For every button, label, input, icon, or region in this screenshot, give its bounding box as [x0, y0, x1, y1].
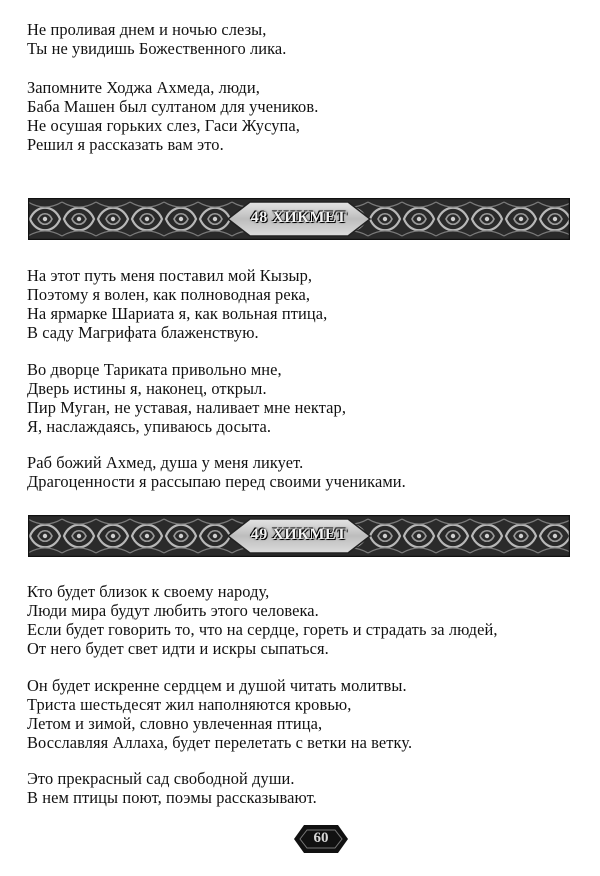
poem-line: Восславляя Аллаха, будет перелетать с ветки на ветку. — [27, 733, 413, 752]
poem-line: Летом и зимой, словно увлеченная птица, — [27, 714, 323, 733]
poem-line: Люди мира будут любить этого человека. — [27, 601, 319, 620]
heading-banner-48 — [28, 198, 570, 240]
poem-line: Он будет искренне сердцем и душой читать молитвы. — [27, 676, 407, 695]
heading-48: 48 ХИКМЕТ — [250, 209, 348, 226]
heading-49: 49 ХИКМЕТ — [250, 526, 348, 543]
poem-line: Драгоценности я рассыпаю перед своими учениками. — [27, 472, 406, 491]
heading-banner-49 — [28, 515, 570, 557]
poem-line: Запомните Ходжа Ахмеда, люди, — [27, 78, 260, 97]
stanza-4 — [27, 360, 346, 436]
page-number-badge — [290, 822, 352, 856]
poem-line: Пир Муган, не уставая, наливает мне нектар, — [27, 398, 347, 417]
poem-line: Не проливая днем и ночью слезы, — [27, 20, 267, 39]
poem-line: Баба Машен был султаном для учеников. — [27, 97, 319, 116]
page-number: 60 — [313, 830, 329, 846]
poem-line: Я, наслаждаясь, упиваюсь досыта. — [27, 417, 272, 436]
stanza-7 — [27, 676, 412, 752]
poem-line: В нем птицы поют, поэмы рассказывают. — [27, 788, 317, 807]
poem-line: На ярмарке Шариата я, как вольная птица, — [27, 304, 328, 323]
poem-line: В саду Магрифата блаженствую. — [27, 323, 259, 342]
stanza-1 — [27, 20, 287, 58]
poem-line: На этот путь меня поставил мой Кызыр, — [27, 266, 313, 285]
stanza-2 — [27, 78, 318, 154]
poem-line: Ты не увидишь Божественного лика. — [27, 39, 287, 58]
stanza-3 — [27, 266, 327, 342]
poem-line: Если будет говорить то, что на сердце, гореть и страдать за людей, — [27, 620, 498, 639]
poem-line: Кто будет близок к своему народу, — [27, 582, 270, 601]
poem-line: Раб божий Ахмед, душа у меня ликует. — [27, 453, 304, 472]
poem-line: Это прекрасный сад свободной души. — [27, 769, 295, 788]
poem-line: Поэтому я волен, как полноводная река, — [27, 285, 311, 304]
stanza-8 — [27, 769, 317, 807]
poem-line: Во дворце Тариката привольно мне, — [27, 360, 282, 379]
stanza-6 — [27, 582, 498, 658]
poem-line: Решил я рассказать вам это. — [27, 135, 224, 154]
poem-line: Дверь истины я, наконец, открыл. — [27, 379, 267, 398]
poem-line: От него будет свет идти и искры сыпаться. — [27, 639, 329, 658]
stanza-5 — [27, 453, 406, 491]
poem-line: Не осушая горьких слез, Гаси Жусупа, — [27, 116, 300, 135]
poem-line: Триста шестьдесят жил наполняются кровью, — [27, 695, 352, 714]
